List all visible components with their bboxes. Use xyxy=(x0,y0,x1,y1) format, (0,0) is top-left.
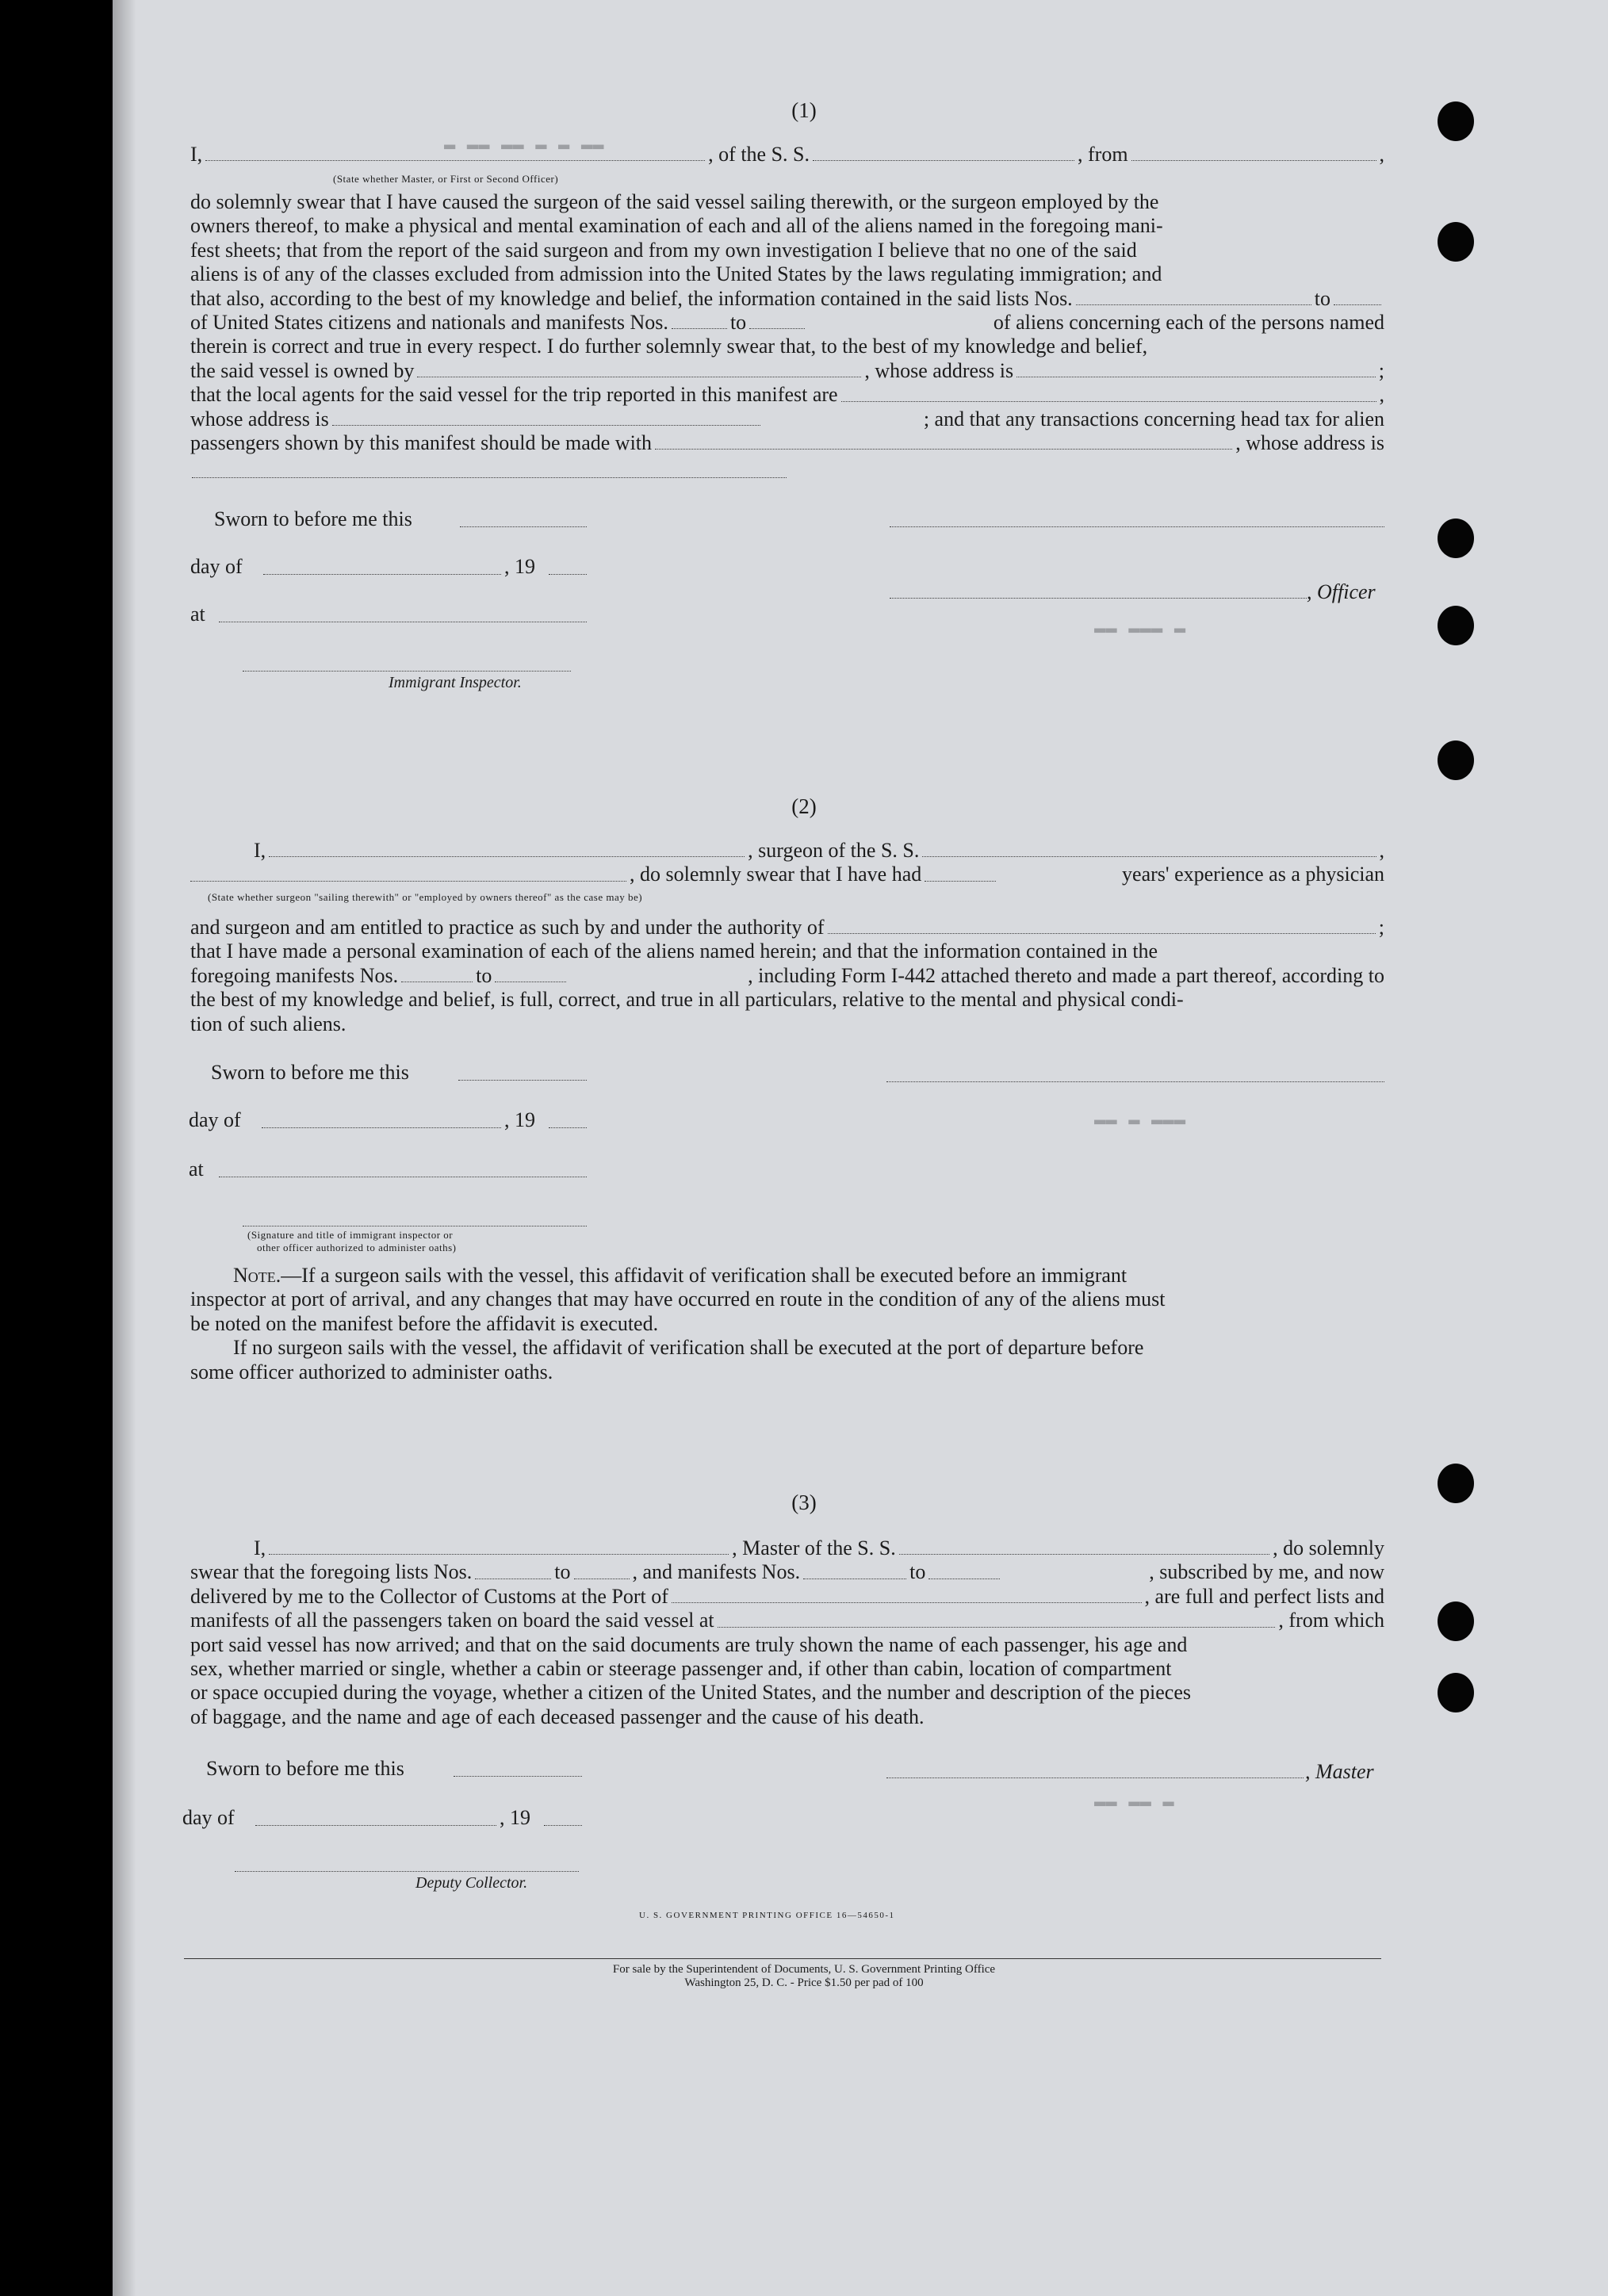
manifests-nos-from-field[interactable] xyxy=(672,328,727,329)
s2-line xyxy=(190,1012,1384,1036)
text: , Master of the S. S. xyxy=(732,1536,896,1559)
text: owners thereof, to make a physical and mental examination of each and all of the aliens named in the foregoing mani- xyxy=(190,214,1163,238)
agents-address-field[interactable] xyxy=(332,425,760,426)
s1-p-line xyxy=(190,383,1384,407)
text: ; xyxy=(1378,915,1384,939)
text: , from which xyxy=(1278,1609,1384,1632)
s1-year-field[interactable] xyxy=(549,574,587,575)
punch-hole xyxy=(1438,1601,1474,1641)
section-1-number: (1) xyxy=(791,98,817,122)
s3-line xyxy=(190,1585,1384,1609)
text: do solemnly swear that I have caused the surgeon of the said vessel sailing therewith, or the surgeon employed by the xyxy=(190,189,1159,213)
text: ; xyxy=(1378,358,1384,382)
practice-authority-field[interactable] xyxy=(828,933,1376,934)
s3-sworn-date-field[interactable] xyxy=(454,1776,582,1777)
s3-line xyxy=(190,1705,1384,1729)
s1-p-line xyxy=(190,214,1384,238)
text: sex, whether married or single, whether a cabin or steerage passenger and, if other than cabin, location of compartment xyxy=(190,1656,1172,1680)
note-label: Note. xyxy=(233,1263,281,1287)
punch-hole xyxy=(1438,740,1474,780)
s1-p-line xyxy=(190,287,1384,311)
lists-nos-from-field[interactable] xyxy=(1076,304,1311,305)
s3-month-field[interactable] xyxy=(255,1825,496,1826)
s2-year-field[interactable] xyxy=(549,1127,587,1128)
punch-hole xyxy=(1438,222,1474,262)
s2-line xyxy=(190,863,1384,886)
text: to xyxy=(729,310,747,334)
note-line xyxy=(190,1360,1384,1384)
s2-vessel-name-field[interactable] xyxy=(922,856,1376,857)
officer-name-field[interactable] xyxy=(205,160,705,161)
years-experience-field[interactable] xyxy=(925,881,996,882)
surgeon-name-field[interactable] xyxy=(269,856,745,857)
head-tax-contact-field[interactable] xyxy=(655,449,1232,450)
s1-p-line xyxy=(190,335,1384,358)
text: , do solemnly xyxy=(1273,1536,1384,1559)
text: or space occupied during the voyage, whether a citizen of the United States, and the number and description of the pieces xyxy=(190,1681,1192,1705)
s1-paragraph xyxy=(190,190,1384,455)
s3-line xyxy=(190,1609,1384,1632)
customs-port-field[interactable] xyxy=(672,1602,1142,1603)
local-agents-field[interactable] xyxy=(841,401,1376,402)
s3-manifests-to-field[interactable] xyxy=(928,1578,1000,1579)
text: , and manifests Nos. xyxy=(632,1560,801,1584)
text: If no surgeon sails with the vessel, the affidavit of verification shall be executed at the port of departure before xyxy=(233,1336,1144,1360)
s3-line xyxy=(190,1560,1384,1584)
s1-month-field[interactable] xyxy=(263,574,501,575)
text: , including Form I-442 attached thereto and made a part thereof, according to xyxy=(748,963,1384,987)
text: , are full and perfect lists and xyxy=(1144,1584,1384,1608)
s2-sworn-label: Sworn to before me this xyxy=(211,1061,409,1084)
section-3-body xyxy=(190,1536,1384,1729)
s3-lists-from-field[interactable] xyxy=(475,1578,551,1579)
text: port said vessel has now arrived; and that on the said documents are truly shown the name of each passenger, his age and xyxy=(190,1632,1188,1656)
bleed-through: ▬▬ ▬ ▬▬▬ xyxy=(1094,1110,1186,1131)
text: , xyxy=(1379,838,1384,862)
text: , surgeon of the S. S. xyxy=(748,838,920,862)
text: years' experience as a physician xyxy=(1122,863,1384,886)
footer-sale-line-1: For sale by the Superintendent of Documents, U. S. Government Printing Office xyxy=(612,1963,996,1976)
s2-surgeon-note: (State whether surgeon "sailing therewith" or "employed by owners thereof" as the case may be) xyxy=(208,891,643,903)
text: of United States citizens and nationals and manifests Nos. xyxy=(190,310,668,334)
s3-master-label: , Master xyxy=(1305,1760,1374,1783)
s3-line xyxy=(190,1633,1384,1657)
vessel-name-field[interactable] xyxy=(813,160,1074,161)
s2-dayof-label: day of xyxy=(189,1108,241,1131)
text xyxy=(233,1264,1127,1288)
s2-line xyxy=(190,964,1384,988)
text: , xyxy=(1379,142,1384,166)
text: fest sheets; that from the report of the said surgeon and from my own investigation I believe that no one of the said xyxy=(190,238,1137,262)
s3-line xyxy=(190,1536,1384,1560)
s1-p-line xyxy=(190,431,1384,455)
s3-dayof-label: day of xyxy=(182,1806,235,1829)
s2-sig-caption-2: other officer authorized to administer oaths) xyxy=(257,1242,457,1253)
text: ; and that any transactions concerning head tax for alien xyxy=(923,407,1384,430)
punch-hole xyxy=(1438,1673,1474,1712)
verification-note xyxy=(190,1264,1384,1384)
master-name-field[interactable] xyxy=(269,1554,729,1555)
s1-dayof-label: day of xyxy=(190,555,243,578)
section-2-body xyxy=(190,839,1384,887)
text: , of the S. S. xyxy=(708,142,810,166)
s1-officer-label: , Officer xyxy=(1307,580,1376,603)
s1-p-line xyxy=(190,359,1384,383)
s1-p-line xyxy=(190,408,1384,431)
text: and surgeon and am entitled to practice as such by and under the authority of xyxy=(190,915,825,939)
s1-line-1 xyxy=(190,143,1384,166)
s2-line xyxy=(190,988,1384,1012)
s2-sworn-date-field[interactable] xyxy=(458,1080,587,1081)
note-line xyxy=(190,1336,1384,1360)
text: be noted on the manifest before the affidavit is executed. xyxy=(190,1311,659,1335)
s3-line xyxy=(190,1681,1384,1705)
section-2-number: (2) xyxy=(791,794,817,818)
s1-sworn-date-field[interactable] xyxy=(460,526,587,527)
bleed-through: ▬▬ ▬▬▬ ▬ xyxy=(1094,618,1186,640)
bleed-through: ▬ ▬▬ ▬▬ ▬ ▬ ▬▬ xyxy=(444,135,604,156)
manifests-nos-to-field[interactable] xyxy=(749,328,805,329)
s1-officer-note: (State whether Master, or First or Second Officer) xyxy=(333,173,559,185)
text: the best of my knowledge and belief, is full, correct, and true in all particulars, relative to the mental and physical condi- xyxy=(190,988,1184,1012)
text: manifests of all the passengers taken on board the said vessel at xyxy=(190,1609,714,1632)
text: tion of such aliens. xyxy=(190,1012,346,1035)
text: whose address is xyxy=(190,407,329,430)
s3-line xyxy=(190,1657,1384,1681)
s1-p-line xyxy=(190,311,1384,335)
footer-rule xyxy=(184,1958,1381,1959)
s2-surgeon-signature-field[interactable] xyxy=(886,1081,1384,1082)
text: of baggage, and the name and age of each deceased passenger and the cause of his death. xyxy=(190,1705,925,1728)
embarkation-port-field[interactable] xyxy=(718,1627,1276,1628)
text: , subscribed by me, and now xyxy=(1149,1560,1384,1584)
s2-at-label: at xyxy=(189,1158,204,1181)
text: to xyxy=(476,963,492,987)
text: foregoing manifests Nos. xyxy=(190,963,399,987)
text: —If a surgeon sails with the vessel, this affidavit of verification shall be executed before an immigrant xyxy=(281,1263,1128,1287)
text: , whose address is xyxy=(1235,430,1384,454)
text: , from xyxy=(1078,142,1128,166)
text: to xyxy=(554,1560,571,1584)
deputy-collector-signature-field[interactable] xyxy=(235,1871,579,1872)
section-3-number: (3) xyxy=(791,1490,817,1514)
section-1-body xyxy=(190,143,1384,166)
text: to xyxy=(909,1560,926,1584)
lists-nos-to-field[interactable] xyxy=(1334,304,1381,305)
s3-manifests-from-field[interactable] xyxy=(803,1578,906,1579)
text: delivered by me to the Collector of Customs at the Port of xyxy=(190,1584,668,1608)
s1-inspector-signature-field[interactable] xyxy=(243,671,571,672)
footer-sale-line-2: Washington 25, D. C. - Price $1.50 per pad of 100 xyxy=(684,1976,924,1989)
s2-line xyxy=(190,939,1384,963)
text: that I have made a personal examination of each of the aliens named herein; and that the information contained in the xyxy=(190,939,1158,963)
bleed-through: ▬▬ ▬▬ ▬ xyxy=(1094,1792,1174,1813)
s2-sig-caption-1: (Signature and title of immigrant inspector or xyxy=(247,1229,454,1241)
text: the said vessel is owned by xyxy=(190,358,415,382)
s3-year-field[interactable] xyxy=(544,1825,582,1826)
surgeon-status-field[interactable] xyxy=(190,881,626,882)
s1-year-label: , 19 xyxy=(504,555,535,578)
punch-hole xyxy=(1438,606,1474,645)
master-signature-field[interactable] xyxy=(886,1777,1304,1778)
punch-hole xyxy=(1438,519,1474,558)
s3-collector-caption: Deputy Collector. xyxy=(415,1874,528,1892)
text: some officer authorized to administer oaths. xyxy=(190,1360,553,1383)
s1-inspector-caption: Immigrant Inspector. xyxy=(389,674,522,691)
s1-p-line xyxy=(190,262,1384,286)
text: to xyxy=(1314,286,1330,310)
text: swear that the foregoing lists Nos. xyxy=(190,1560,473,1584)
s1-p-line xyxy=(190,239,1384,262)
text: I, xyxy=(254,1536,266,1559)
text: , whose address is xyxy=(864,358,1014,382)
s3-vessel-name-field[interactable] xyxy=(899,1554,1269,1555)
text: that the local agents for the said vessel for the trip reported in this manifest are xyxy=(190,383,838,407)
note-line xyxy=(190,1264,1384,1288)
s2-month-field[interactable] xyxy=(262,1127,501,1128)
text: passengers shown by this manifest should be made with xyxy=(190,430,653,454)
s3-year-label: , 19 xyxy=(500,1806,530,1829)
text: inspector at port of arrival, and any changes that may have occurred en route in the condition of any of the aliens must xyxy=(190,1288,1166,1311)
s2-line xyxy=(190,839,1384,863)
gpo-imprint: U. S. GOVERNMENT PRINTING OFFICE 16—54650-1 xyxy=(639,1911,895,1920)
text: aliens is of any of the classes excluded from admission into the United States by the laws regulating immigration; and xyxy=(190,262,1162,286)
s3-lists-to-field[interactable] xyxy=(574,1578,630,1579)
s1-sworn-label: Sworn to before me this xyxy=(214,507,412,530)
note-line xyxy=(190,1312,1384,1336)
s1-p-line xyxy=(190,190,1384,214)
departure-port-field[interactable] xyxy=(1131,160,1376,161)
s1-officer-signature-field-1[interactable] xyxy=(890,526,1384,527)
s1-at-label: at xyxy=(190,603,205,626)
s2-paragraph xyxy=(190,916,1384,1036)
s1-officer-signature-field-2[interactable] xyxy=(890,598,1307,599)
note-line xyxy=(190,1288,1384,1311)
text: I, xyxy=(254,838,266,862)
s2-line xyxy=(190,916,1384,939)
s2-year-label: , 19 xyxy=(504,1108,535,1131)
text: , xyxy=(1379,383,1384,407)
text: that also, according to the best of my knowledge and belief, the information contained in the said lists Nos. xyxy=(190,286,1073,310)
text: therein is correct and true in every respect. I do further solemnly swear that, to the best of my knowledge and belief, xyxy=(190,335,1148,358)
head-tax-address-field[interactable] xyxy=(192,477,787,478)
text: I, xyxy=(190,142,203,166)
s3-sworn-label: Sworn to before me this xyxy=(206,1757,404,1780)
text: , do solemnly swear that I have had xyxy=(630,863,922,886)
text: of aliens concerning each of the persons named xyxy=(993,310,1384,334)
